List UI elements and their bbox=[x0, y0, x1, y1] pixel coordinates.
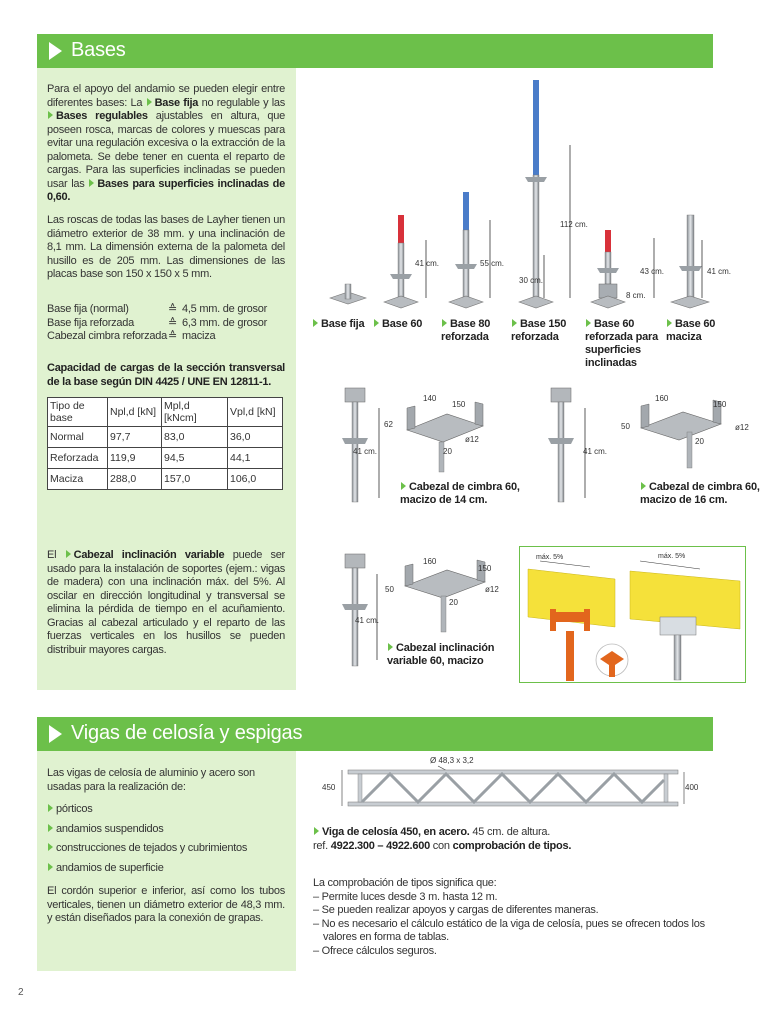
arrow-bullet-icon bbox=[314, 827, 319, 835]
arrow-bullet-icon bbox=[388, 643, 393, 651]
arrow-bullet-icon bbox=[48, 824, 53, 832]
base-150-drawing bbox=[519, 80, 588, 308]
list-item bbox=[47, 839, 287, 859]
inclination-photo bbox=[520, 547, 746, 683]
dim-41: 41 cm. bbox=[353, 447, 378, 456]
max-slope-b: máx. 5% bbox=[658, 553, 686, 560]
label-cabezal-variable bbox=[387, 642, 512, 668]
table-row bbox=[48, 448, 283, 469]
dim-41-a: 41 cm. bbox=[415, 259, 440, 268]
dim-o12: ø12 bbox=[465, 435, 479, 444]
list-item bbox=[47, 800, 287, 820]
page-number: 2 bbox=[18, 987, 24, 998]
truss-dim-top: Ø 48,3 x 3,2 bbox=[430, 756, 474, 765]
label-base-150 bbox=[511, 318, 579, 344]
bases-title: Bases bbox=[71, 39, 126, 61]
thickness-sym: ≙ bbox=[168, 303, 177, 315]
dim-160: 160 bbox=[423, 557, 437, 566]
label-cabezal-14 bbox=[400, 481, 530, 507]
dim-41-b: 41 cm. bbox=[707, 267, 732, 276]
play-arrow-icon bbox=[49, 725, 62, 743]
arrow-bullet-icon bbox=[48, 863, 53, 871]
inclination-text: puede ser usado para la instalación de soportes (ejem.: vigas de madera) con una inclinación máx. del 5%. Al oscilar en dirección longitudinal y transversal se elimina la pérdida de tiempo en el acuñamiento. Gracias al cabezal articulado y el reparto de las fuerzas verticales en los husillos se pueden distribuir mayores cargas. bbox=[47, 549, 285, 656]
table-cell: Normal bbox=[48, 427, 108, 448]
table-cell: 83,0 bbox=[162, 427, 228, 448]
arrow-bullet-icon bbox=[66, 550, 71, 558]
bases-illustration bbox=[300, 70, 740, 320]
table-row bbox=[48, 427, 283, 448]
table-cell: Reforzada bbox=[48, 448, 108, 469]
thickness-sym: ≙ bbox=[168, 330, 177, 342]
label-base-fija bbox=[312, 318, 364, 331]
base-fija-drawing bbox=[330, 284, 366, 304]
table-cell: 119,9 bbox=[108, 448, 162, 469]
table-row bbox=[48, 469, 283, 490]
table-cell: 44,1 bbox=[228, 448, 283, 469]
bases-thread-paragraph: Las roscas de todas las bases de Layher tienen un diámetro exterior de 38 mm. y una inclinación de 8,1 mm. La dimensión externa de la palometa del husillo es de 205 mm. Las dimensiones de las placas base son 150 x 150 x 5 mm. bbox=[47, 214, 285, 280]
capacity-title: Capacidad de cargas de la sección transversal de la base según DIN 4425 / UNE EN 12811-1. bbox=[47, 362, 285, 388]
truss-caption-bold: Viga de celosía 450, en acero. bbox=[322, 826, 470, 838]
list-item bbox=[47, 820, 287, 840]
truss-caption-line2 bbox=[313, 840, 713, 854]
base-80-drawing bbox=[449, 192, 504, 308]
truss-caption-text: con bbox=[432, 839, 450, 852]
arrow-bullet-icon bbox=[48, 843, 53, 851]
thickness-value: maciza bbox=[182, 330, 216, 342]
label-base-60-inclinadas bbox=[585, 318, 663, 370]
thickness-value: 4,5 mm. de grosor bbox=[182, 303, 268, 315]
vigas-header bbox=[37, 717, 713, 751]
play-arrow-icon bbox=[49, 42, 62, 60]
inclination-text: El bbox=[47, 549, 57, 561]
list-item-text: andamios de superficie bbox=[56, 861, 164, 874]
arrow-bullet-icon bbox=[586, 319, 591, 327]
truss-caption bbox=[313, 826, 713, 853]
type-item: – Permite luces desde 3 m. hasta 12 m. bbox=[313, 890, 498, 903]
inclination-paragraph bbox=[47, 549, 285, 657]
label-base-60-maciza bbox=[666, 318, 718, 344]
base-fija-term: Base fija bbox=[154, 96, 199, 109]
arrow-bullet-icon bbox=[89, 179, 94, 187]
thickness-label: Base fija (normal) bbox=[47, 303, 129, 315]
thickness-row bbox=[47, 330, 287, 344]
type-check-block bbox=[313, 877, 713, 958]
dim-43: 43 cm. bbox=[640, 267, 665, 276]
base-60-drawing bbox=[384, 215, 439, 308]
arrow-bullet-icon bbox=[313, 319, 318, 327]
cabezal-term: Cabezal inclinación variable bbox=[73, 549, 225, 561]
product-label-text: Base 60 bbox=[382, 318, 423, 330]
truss-dim-left: 450 bbox=[322, 783, 336, 792]
label-cabezal-16 bbox=[640, 481, 765, 507]
dim-55: 55 cm. bbox=[480, 259, 505, 268]
table-header: Tipo de base bbox=[48, 398, 108, 427]
product-label-text: Cabezal de cimbra 60, macizo de 14 cm. bbox=[400, 481, 520, 506]
list-item-text: andamios suspendidos bbox=[56, 822, 164, 835]
vigas-title: Vigas de celosía y espigas bbox=[71, 722, 303, 744]
arrow-bullet-icon bbox=[442, 319, 447, 327]
list-item bbox=[47, 859, 287, 879]
dim-62: 62 bbox=[384, 420, 393, 429]
list-item-text: pórticos bbox=[56, 803, 93, 815]
type-item: – Ofrece cálculos seguros. bbox=[313, 944, 437, 957]
intro-text: no regulable y las bbox=[201, 96, 286, 109]
base-60-inclinadas-drawing bbox=[591, 230, 664, 308]
table-cell: 36,0 bbox=[228, 427, 283, 448]
product-label-text: Base 60 maciza bbox=[666, 318, 716, 343]
truss-dim-right: 400 bbox=[685, 783, 699, 792]
dim-150: 150 bbox=[452, 400, 466, 409]
table-cell: 94,5 bbox=[162, 448, 228, 469]
dim-20: 20 bbox=[695, 437, 704, 446]
dim-50: 50 bbox=[621, 422, 630, 431]
label-base-80 bbox=[441, 318, 507, 344]
product-label-text: Base 60 reforzada para superficies inclinadas bbox=[585, 318, 659, 369]
dim-160: 160 bbox=[655, 394, 669, 403]
product-label-text: Cabezal de cimbra 60, macizo de 16 cm. bbox=[640, 481, 760, 506]
product-label-text: Base fija bbox=[321, 318, 365, 330]
table-cell: 97,7 bbox=[108, 427, 162, 448]
dim-o12: ø12 bbox=[735, 423, 749, 432]
dim-o12: ø12 bbox=[485, 585, 499, 594]
dim-41: 41 cm. bbox=[355, 616, 380, 625]
product-label-text: Cabezal inclinación variable 60, macizo bbox=[387, 642, 495, 667]
bases-inclinadas-term: Bases para superficies inclinadas de 0,60. bbox=[47, 177, 285, 203]
arrow-bullet-icon bbox=[401, 482, 406, 490]
table-cell: 106,0 bbox=[228, 469, 283, 490]
max-slope-a: máx. 5% bbox=[536, 554, 564, 561]
type-item: – No es necesario el cálculo estático de la viga de celosía, pues se ofrecen todos los valores en forma de tablas. bbox=[313, 917, 705, 943]
dim-8: 8 cm. bbox=[626, 291, 646, 300]
dim-50: 50 bbox=[385, 585, 394, 594]
vigas-intro: Las vigas de celosía de aluminio y acero son usadas para la realización de: bbox=[47, 767, 255, 793]
arrow-bullet-icon bbox=[641, 482, 646, 490]
truss-drawing bbox=[318, 752, 708, 818]
dim-30: 30 cm. bbox=[519, 276, 544, 285]
truss-caption-line1 bbox=[313, 826, 713, 840]
bases-regulables-term: Bases regulables bbox=[56, 110, 148, 122]
truss-caption-text: 45 cm. de altura. bbox=[472, 826, 551, 838]
truss-caption-bold: comprobación de tipos. bbox=[452, 839, 572, 852]
dim-150: 150 bbox=[713, 400, 727, 409]
inclination-photo-box bbox=[519, 546, 746, 683]
thickness-row bbox=[47, 303, 287, 317]
thickness-label: Base fija reforzada bbox=[47, 316, 134, 329]
table-cell: 288,0 bbox=[108, 469, 162, 490]
arrow-bullet-icon bbox=[147, 98, 152, 106]
thickness-list bbox=[47, 303, 287, 344]
truss-caption-text: ref. bbox=[313, 839, 328, 852]
intro-text: Para el apoyo del andamio se pueden elegir entre diferentes bases: La bbox=[47, 83, 285, 109]
bases-header bbox=[37, 34, 713, 68]
bases-intro-paragraph bbox=[47, 83, 285, 205]
dim-20: 20 bbox=[449, 598, 458, 607]
table-cell: Maciza bbox=[48, 469, 108, 490]
list-item-text: construcciones de tejados y cubrimientos bbox=[56, 842, 248, 854]
intro-text: ajustables en altura, que poseen rosca, marcas de colores y muescas para evitar una regulación excesiva o la extracción de la palometa. Se debe tener en cuenta el reparto de cargas. Para las superficies inclinadas se pueden usar las bbox=[47, 110, 285, 190]
table-header-row bbox=[48, 398, 283, 427]
dim-150: 150 bbox=[478, 564, 492, 573]
thickness-sym: ≙ bbox=[168, 316, 177, 329]
dim-112: 112 cm. bbox=[560, 220, 588, 229]
table-header: Vpl,d [kN] bbox=[228, 398, 283, 427]
thickness-label: Cabezal cimbra reforzada bbox=[47, 330, 167, 342]
product-label-text: Base 150 reforzada bbox=[511, 318, 567, 343]
arrow-bullet-icon bbox=[48, 111, 53, 119]
thickness-row bbox=[47, 317, 287, 331]
thickness-value: 6,3 mm. de grosor bbox=[182, 316, 268, 329]
arrow-bullet-icon bbox=[512, 319, 517, 327]
table-cell: 157,0 bbox=[162, 469, 228, 490]
arrow-bullet-icon bbox=[48, 804, 53, 812]
product-label-text: Base 80 reforzada bbox=[441, 318, 491, 343]
truss-ref: 4922.300 – 4922.600 bbox=[330, 839, 430, 852]
capacity-table bbox=[47, 397, 283, 490]
type-intro: La comprobación de tipos significa que: bbox=[313, 877, 497, 889]
dim-41: 41 cm. bbox=[583, 447, 608, 456]
vigas-list bbox=[47, 800, 287, 878]
vigas-paragraph: El cordón superior e inferior, así como los tubos verticales, tienen un diámetro exterior de 48,3 mm. y están diseñados para la conexión de grapas. bbox=[47, 885, 285, 924]
dim-140: 140 bbox=[423, 394, 437, 403]
table-header: Mpl,d [kNcm] bbox=[162, 398, 228, 427]
label-base-60 bbox=[373, 318, 422, 331]
arrow-bullet-icon bbox=[374, 319, 379, 327]
arrow-bullet-icon bbox=[667, 319, 672, 327]
dim-20: 20 bbox=[443, 447, 452, 456]
table-header: Npl,d [kN] bbox=[108, 398, 162, 427]
base-60-maciza-drawing bbox=[671, 215, 731, 308]
type-item: – Se pueden realizar apoyos y cargas de diferentes maneras. bbox=[313, 904, 599, 916]
